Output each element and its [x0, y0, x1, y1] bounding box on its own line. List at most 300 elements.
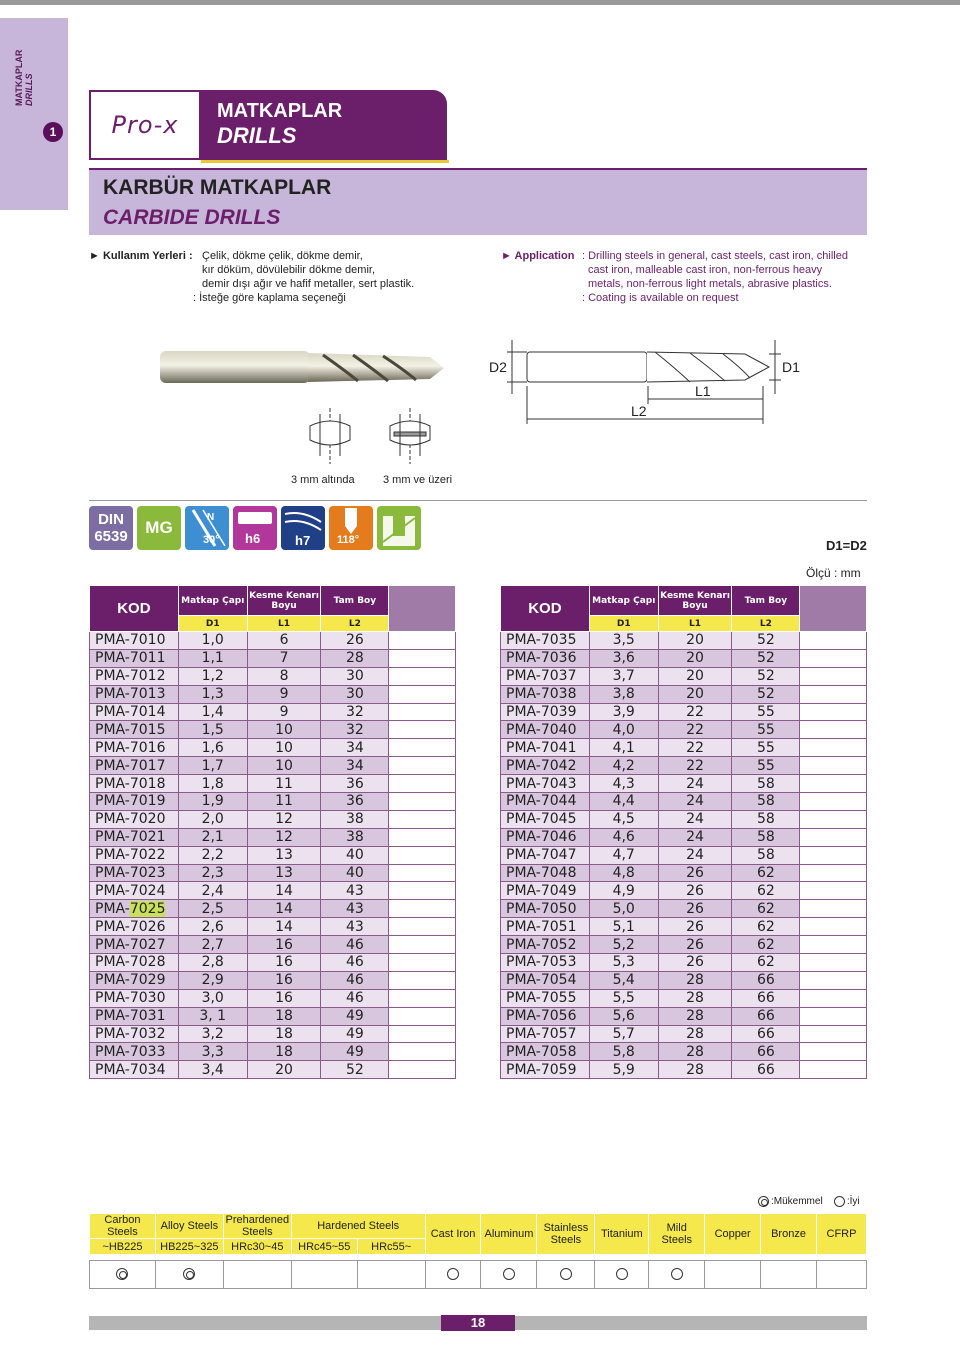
table-row: [90, 1007, 456, 1025]
cell-l1: 24: [658, 846, 732, 864]
cell-blank: [800, 632, 867, 650]
table-row: [501, 864, 867, 882]
cell-d1: 1,1: [178, 649, 247, 667]
cell-blank: [800, 810, 867, 828]
cell-blank: [389, 757, 456, 775]
cell-l2: 58: [732, 775, 800, 793]
table-row: [501, 954, 867, 972]
cell-blank: [389, 810, 456, 828]
spec-table-right-body: [501, 632, 867, 1079]
table-row: [501, 882, 867, 900]
label-l2: L2: [631, 403, 647, 419]
material-rating-row: [90, 1261, 867, 1289]
cell-kod: PMA-7050: [501, 900, 590, 918]
cell-d1: 1,3: [178, 685, 247, 703]
table-row: [90, 739, 456, 757]
cell-d1: 1,2: [178, 667, 247, 685]
cell-kod: PMA-7015: [90, 721, 179, 739]
cell-d1: 4,5: [589, 810, 658, 828]
cell-blank: [800, 864, 867, 882]
cell-l2: 46: [321, 954, 389, 972]
cell-l2: 43: [321, 900, 389, 918]
cell-blank: [800, 882, 867, 900]
cell-d1: 1,0: [178, 632, 247, 650]
table-row: [501, 989, 867, 1007]
mat-cfrp: CFRP: [816, 1214, 866, 1255]
cell-blank: [800, 1025, 867, 1043]
brand-header: [89, 90, 449, 162]
cell-blank: [389, 918, 456, 936]
cell-kod: PMA-7031: [90, 1007, 179, 1025]
hardness-2: HB225~325: [155, 1239, 223, 1255]
subheader-l2: L2: [732, 616, 800, 632]
cell-l1: 14: [247, 900, 321, 918]
cell-kod: PMA-7051: [501, 918, 590, 936]
cell-blank: [800, 989, 867, 1007]
table-row: [501, 918, 867, 936]
cell-kod: PMA-7037: [501, 667, 590, 685]
cell-blank: [389, 649, 456, 667]
cell-kod: PMA-7046: [501, 828, 590, 846]
hardness-4: HRc45~55: [291, 1239, 357, 1255]
cell-blank: [800, 1061, 867, 1079]
cell-l1: 28: [658, 971, 732, 989]
cell-l1: 18: [247, 1007, 321, 1025]
cell-l1: 13: [247, 846, 321, 864]
subheader-l2: L2: [321, 616, 389, 632]
rating-cell: [90, 1261, 156, 1289]
cell-kod: PMA-7055: [501, 989, 590, 1007]
table-row: [90, 721, 456, 739]
good-circle-icon: [834, 1196, 845, 1207]
cell-blank: [389, 739, 456, 757]
cell-blank: [389, 864, 456, 882]
cell-l2: 58: [732, 846, 800, 864]
table-row: [501, 846, 867, 864]
cell-l2: 36: [321, 775, 389, 793]
cell-kod: PMA-7045: [501, 810, 590, 828]
label-d2: D2: [489, 359, 507, 375]
cell-d1: 4,4: [589, 793, 658, 811]
cell-blank: [800, 649, 867, 667]
cell-d1: 5,8: [589, 1043, 658, 1061]
cell-l2: 66: [732, 1061, 800, 1079]
cell-l2: 34: [321, 757, 389, 775]
table-row: [90, 936, 456, 954]
cell-blank: [800, 936, 867, 954]
table-row: [90, 775, 456, 793]
table-row: [501, 703, 867, 721]
table-row: [501, 793, 867, 811]
table-row: [501, 971, 867, 989]
table-row: [501, 757, 867, 775]
cell-d1: 5,6: [589, 1007, 658, 1025]
category-title-en: DRILLS: [217, 123, 297, 148]
rating-cell: [155, 1261, 223, 1289]
cell-d1: 1,9: [178, 793, 247, 811]
usage-tr-line-3: demir dışı ağır ve hafif metaller, sert plastik.: [202, 278, 415, 290]
table-row: [90, 1025, 456, 1043]
cell-l1: 12: [247, 828, 321, 846]
header-l1: Kesme Kenarı Boyu: [658, 586, 732, 616]
cell-l1: 28: [658, 989, 732, 1007]
cell-kod: PMA-7043: [501, 775, 590, 793]
drill-tip-sketches: [290, 406, 450, 466]
cell-d1: 2,0: [178, 810, 247, 828]
cell-d1: 4,0: [589, 721, 658, 739]
table-row: [501, 649, 867, 667]
table-row: [501, 1043, 867, 1061]
header-d1: Matkap Çapı: [589, 586, 658, 616]
usage-tr-line-2: kır döküm, dövülebilir dökme demir,: [202, 264, 376, 276]
cell-kod: PMA-7018: [90, 775, 179, 793]
header-l2: Tam Boy: [732, 586, 800, 616]
cell-d1: 4,1: [589, 739, 658, 757]
cell-blank: [800, 793, 867, 811]
rating-cell: [291, 1261, 357, 1289]
rating-cell: [425, 1261, 481, 1289]
table-row: [501, 1025, 867, 1043]
cell-blank: [800, 685, 867, 703]
cell-blank: [800, 846, 867, 864]
header-kod: KOD: [501, 586, 590, 632]
cell-l1: 24: [658, 793, 732, 811]
cell-kod: PMA-7054: [501, 971, 590, 989]
mat-stainless-steels: Stainless Steels: [537, 1214, 595, 1255]
cell-kod: PMA-7010: [90, 632, 179, 650]
cell-kod: PMA-7035: [501, 632, 590, 650]
table-row: [90, 900, 456, 918]
blind-hole-icon: [377, 506, 421, 550]
category-title-tr: MATKAPLAR: [217, 100, 343, 122]
table-row: [501, 739, 867, 757]
cell-d1: 1,7: [178, 757, 247, 775]
table-row: [90, 918, 456, 936]
cell-d1: 4,2: [589, 757, 658, 775]
cell-d1: 5,9: [589, 1061, 658, 1079]
cell-l2: 55: [732, 703, 800, 721]
cell-d1: 2,2: [178, 846, 247, 864]
cell-l1: 24: [658, 828, 732, 846]
cell-l1: 20: [247, 1061, 321, 1079]
mat-alloy-steels: Alloy Steels: [155, 1214, 223, 1239]
side-tab-label: MATKAPLAR DRILLS: [14, 49, 34, 106]
page-number: 18: [441, 1315, 515, 1331]
cell-l1: 6: [247, 632, 321, 650]
cell-l1: 11: [247, 775, 321, 793]
rating-legend: [758, 1196, 860, 1207]
cell-blank: [800, 1043, 867, 1061]
cell-l1: 20: [658, 685, 732, 703]
cell-blank: [389, 989, 456, 1007]
table-row: [90, 685, 456, 703]
cell-blank: [389, 775, 456, 793]
cell-l2: 66: [732, 989, 800, 1007]
cell-blank: [389, 971, 456, 989]
usage-tr-note: : İsteğe göre kaplama seçeneği: [193, 292, 346, 304]
cell-l2: 36: [321, 793, 389, 811]
cell-d1: 4,7: [589, 846, 658, 864]
rating-cell: [537, 1261, 595, 1289]
cell-l1: 10: [247, 739, 321, 757]
cell-l2: 40: [321, 864, 389, 882]
cell-kod: PMA-7053: [501, 954, 590, 972]
cell-kod: PMA-7033: [90, 1043, 179, 1061]
cell-blank: [800, 900, 867, 918]
cell-kod: PMA-7036: [501, 649, 590, 667]
header-l2: Tam Boy: [321, 586, 389, 616]
label-l1: L1: [695, 383, 711, 399]
cell-kod: PMA-7025: [90, 900, 179, 918]
rating-cell: [595, 1261, 649, 1289]
cell-blank: [800, 971, 867, 989]
cell-l1: 9: [247, 703, 321, 721]
side-tab[interactable]: [0, 18, 68, 210]
rating-cell: [481, 1261, 537, 1289]
brand-underline: [201, 160, 449, 163]
rating-cell: [705, 1261, 761, 1289]
cell-l1: 10: [247, 721, 321, 739]
mat-aluminum: Aluminum: [481, 1214, 537, 1255]
cell-l2: 66: [732, 1025, 800, 1043]
cell-l2: 52: [321, 1061, 389, 1079]
cell-d1: 5,0: [589, 900, 658, 918]
tip-label-under-3mm: 3 mm altında: [291, 474, 355, 486]
cell-l2: 55: [732, 739, 800, 757]
cell-blank: [800, 667, 867, 685]
cell-blank: [389, 1061, 456, 1079]
cell-blank: [389, 936, 456, 954]
header-kod: KOD: [90, 586, 179, 632]
cell-kod: PMA-7048: [501, 864, 590, 882]
rating-cell: [357, 1261, 425, 1289]
drill-dimension-diagram: [485, 330, 805, 430]
cell-l2: 62: [732, 954, 800, 972]
cell-l1: 26: [658, 882, 732, 900]
top-rule: [0, 0, 960, 5]
din-6539-icon: DIN 6539: [89, 506, 133, 550]
usage-tr-line-1: Çelik, dökme çelik, dökme demir,: [202, 250, 363, 262]
cell-d1: 5,1: [589, 918, 658, 936]
subheader-d1: D1: [589, 616, 658, 632]
cell-l1: 11: [247, 793, 321, 811]
cell-l2: 58: [732, 810, 800, 828]
cell-l2: 66: [732, 1043, 800, 1061]
cell-d1: 3,8: [589, 685, 658, 703]
cell-l1: 14: [247, 882, 321, 900]
cell-l1: 28: [658, 1025, 732, 1043]
cell-blank: [800, 828, 867, 846]
cell-d1: 3,2: [178, 1025, 247, 1043]
cell-l1: 20: [658, 632, 732, 650]
cell-l2: 55: [732, 721, 800, 739]
cell-l2: 34: [321, 739, 389, 757]
cell-d1: 3,7: [589, 667, 658, 685]
table-row: [90, 971, 456, 989]
cell-l2: 46: [321, 989, 389, 1007]
prox-logo: Pro-x: [89, 90, 201, 160]
table-row: [90, 793, 456, 811]
cell-d1: 2,6: [178, 918, 247, 936]
hardness-5: HRc55~: [357, 1239, 425, 1255]
table-row: [90, 703, 456, 721]
cell-blank: [389, 882, 456, 900]
cell-l2: 52: [732, 685, 800, 703]
table-row: [501, 632, 867, 650]
category-title: [201, 90, 447, 160]
rating-cell: [816, 1261, 866, 1289]
good-circle-icon: [616, 1268, 628, 1280]
cell-l2: 40: [321, 846, 389, 864]
chapter-number: 1: [43, 122, 63, 142]
header-d1: Matkap Çapı: [178, 586, 247, 616]
spec-table-left-body: [90, 632, 456, 1079]
cell-blank: [800, 954, 867, 972]
cell-blank: [389, 685, 456, 703]
cell-kod: PMA-7044: [501, 793, 590, 811]
mat-hardened-steels: Hardened Steels: [291, 1214, 425, 1239]
cell-d1: 3, 1: [178, 1007, 247, 1025]
cell-kod: PMA-7041: [501, 739, 590, 757]
cell-l2: 52: [732, 649, 800, 667]
cell-d1: 2,4: [178, 882, 247, 900]
cell-l2: 49: [321, 1043, 389, 1061]
cell-l2: 49: [321, 1025, 389, 1043]
cell-l2: 32: [321, 703, 389, 721]
cell-l2: 30: [321, 685, 389, 703]
header-blank: [800, 586, 867, 632]
cell-blank: [389, 721, 456, 739]
mat-bronze: Bronze: [761, 1214, 817, 1255]
rating-cell: [761, 1261, 817, 1289]
cell-d1: 5,4: [589, 971, 658, 989]
good-circle-icon: [671, 1268, 683, 1280]
table-row: [501, 685, 867, 703]
cell-d1: 5,7: [589, 1025, 658, 1043]
cell-l2: 62: [732, 900, 800, 918]
cell-d1: 4,9: [589, 882, 658, 900]
table-row: [501, 810, 867, 828]
cell-kod: PMA-7057: [501, 1025, 590, 1043]
cell-l1: 8: [247, 667, 321, 685]
cell-kod: PMA-7028: [90, 954, 179, 972]
rating-cell: [649, 1261, 705, 1289]
cell-l1: 22: [658, 739, 732, 757]
cell-l1: 20: [658, 649, 732, 667]
cell-d1: 5,5: [589, 989, 658, 1007]
table-row: [90, 757, 456, 775]
usage-en-label: ► Application: [501, 250, 575, 262]
cell-blank: [389, 1043, 456, 1061]
legend-good: :İyi: [846, 1196, 860, 1208]
table-row: [90, 810, 456, 828]
table-row: [90, 882, 456, 900]
subheader-l1: L1: [247, 616, 321, 632]
cell-kod: PMA-7020: [90, 810, 179, 828]
usage-en-line-2: cast iron, malleable cast iron, non-ferrous heavy: [588, 264, 823, 276]
cell-l1: 20: [658, 667, 732, 685]
subheader-d1: D1: [178, 616, 247, 632]
cell-kod: PMA-7014: [90, 703, 179, 721]
section-header: [89, 168, 867, 235]
cell-kod: PMA-7019: [90, 793, 179, 811]
cell-l1: 28: [658, 1043, 732, 1061]
usage-tr-label: ► Kullanım Yerleri :: [89, 250, 193, 262]
cell-d1: 3,4: [178, 1061, 247, 1079]
cell-d1: 5,3: [589, 954, 658, 972]
table-row: [501, 721, 867, 739]
cell-kod: PMA-7024: [90, 882, 179, 900]
cell-kod: PMA-7032: [90, 1025, 179, 1043]
table-row: [501, 936, 867, 954]
cell-l2: 43: [321, 882, 389, 900]
material-suitability-table: [89, 1213, 867, 1289]
table-row: [90, 632, 456, 650]
cell-kod: PMA-7056: [501, 1007, 590, 1025]
cell-l1: 22: [658, 703, 732, 721]
cell-l2: 58: [732, 793, 800, 811]
cell-kod: PMA-7013: [90, 685, 179, 703]
table-row: [90, 846, 456, 864]
cell-kod: PMA-7058: [501, 1043, 590, 1061]
cell-d1: 3,5: [589, 632, 658, 650]
mat-titanium: Titanium: [595, 1214, 649, 1255]
cell-blank: [800, 757, 867, 775]
cell-blank: [389, 632, 456, 650]
cell-kod: PMA-7012: [90, 667, 179, 685]
cell-d1: 2,9: [178, 971, 247, 989]
cell-kod: PMA-7023: [90, 864, 179, 882]
cell-blank: [389, 1007, 456, 1025]
cell-blank: [389, 846, 456, 864]
cell-blank: [800, 703, 867, 721]
cell-d1: 1,8: [178, 775, 247, 793]
cell-kod: PMA-7029: [90, 971, 179, 989]
cell-l1: 26: [658, 954, 732, 972]
cell-l2: 52: [732, 667, 800, 685]
cell-d1: 4,8: [589, 864, 658, 882]
cell-l1: 7: [247, 649, 321, 667]
hardness-3: HRc30~45: [223, 1239, 291, 1255]
cell-kod: PMA-7038: [501, 685, 590, 703]
cell-kod: PMA-7042: [501, 757, 590, 775]
table-row: [501, 900, 867, 918]
cell-l1: 26: [658, 900, 732, 918]
cell-l2: 46: [321, 971, 389, 989]
label-d1: D1: [782, 359, 800, 375]
cell-l2: 43: [321, 918, 389, 936]
spec-table-right: [500, 585, 867, 1079]
cell-kod: PMA-7049: [501, 882, 590, 900]
cell-l2: 32: [321, 721, 389, 739]
cell-kod: PMA-7052: [501, 936, 590, 954]
cell-d1: 3,6: [589, 649, 658, 667]
table-row: [90, 989, 456, 1007]
cell-d1: 2,1: [178, 828, 247, 846]
cell-d1: 2,8: [178, 954, 247, 972]
cell-kod: PMA-7027: [90, 936, 179, 954]
table-row: [90, 864, 456, 882]
cell-l2: 62: [732, 864, 800, 882]
cell-l1: 13: [247, 864, 321, 882]
table-row: [90, 954, 456, 972]
cell-kod: PMA-7047: [501, 846, 590, 864]
cell-l2: 38: [321, 810, 389, 828]
section-title-tr: KARBÜR MATKAPLAR: [103, 176, 332, 199]
cell-blank: [389, 793, 456, 811]
cell-blank: [800, 918, 867, 936]
cell-d1: 3,3: [178, 1043, 247, 1061]
